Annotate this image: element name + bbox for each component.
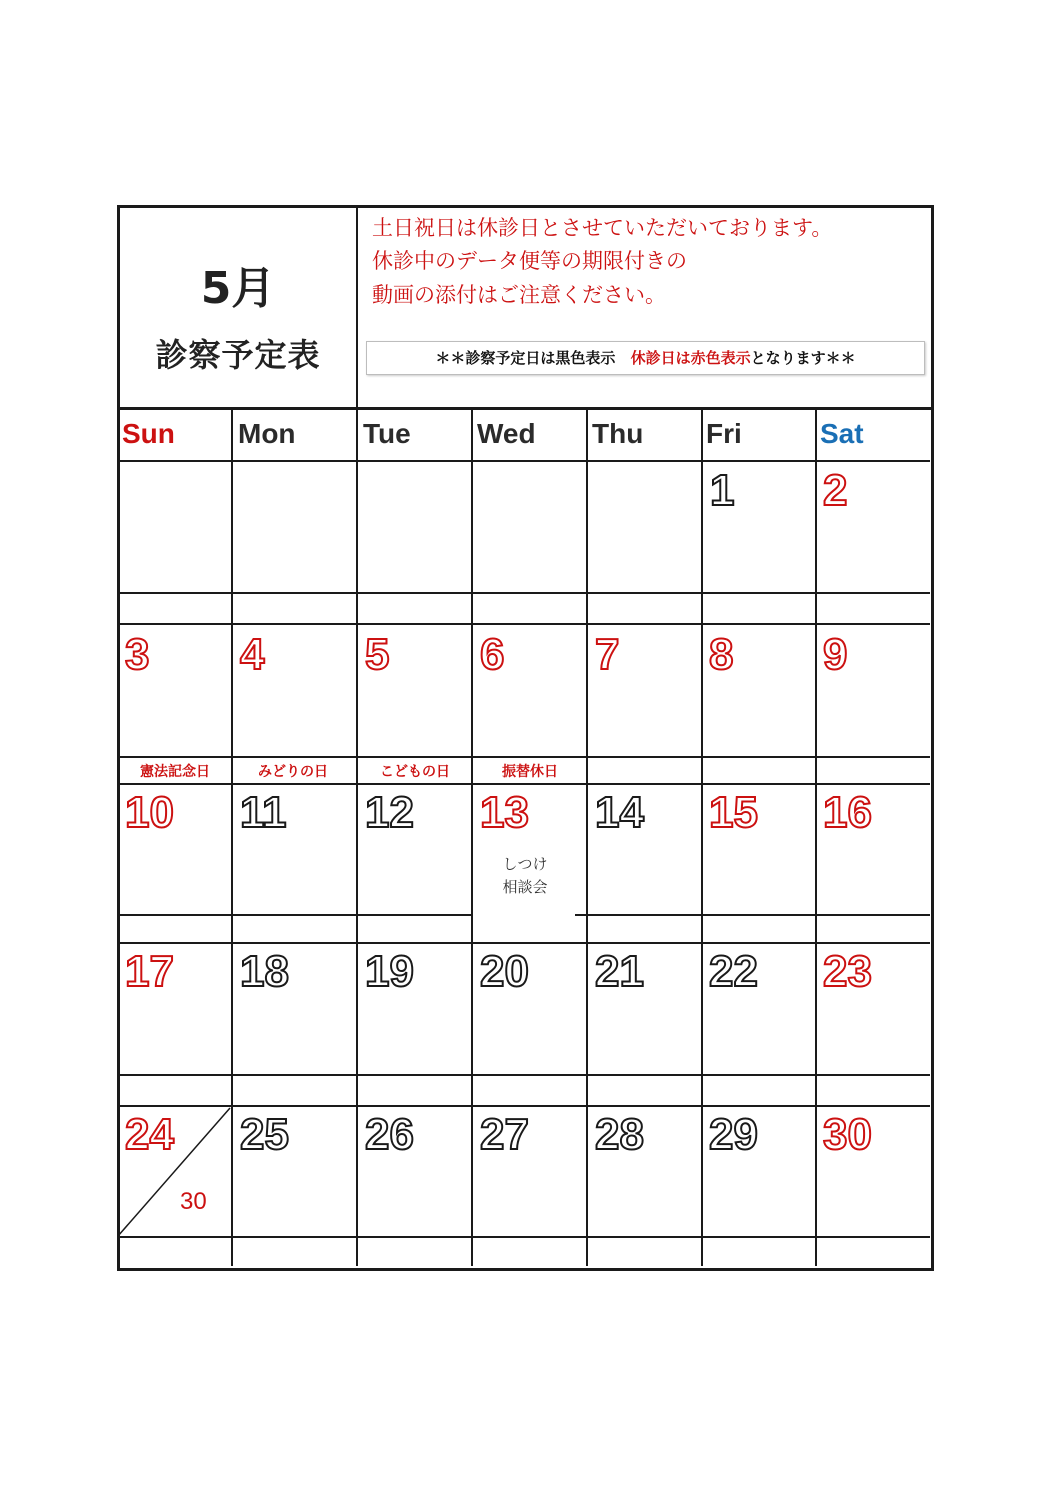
weekday-tue: Tue [363,418,411,449]
month-title: 5月 [200,263,276,314]
grid-line [118,592,930,594]
date-10: 10 [125,788,174,837]
date-25: 25 [240,1110,289,1159]
grid-col-line [471,409,473,1266]
grid-line [118,783,930,785]
holiday-name: 振替休日 [502,764,558,780]
date-24: 24 [125,1110,174,1159]
grid-line [575,914,930,916]
grid-col-line [815,409,817,1266]
grid-line [118,942,930,944]
grid-line [118,623,930,625]
date-18: 18 [240,947,289,996]
date-22: 22 [709,947,758,996]
date-15: 15 [709,788,758,837]
event-note-line-2: 相談会 [502,878,548,896]
date-12: 12 [365,788,414,837]
date-17: 17 [125,947,174,996]
grid-line [118,756,930,758]
grid-col-line [356,409,358,1266]
weekday-thu: Thu [592,418,644,449]
date-26: 26 [365,1110,414,1159]
grid-line [118,460,930,462]
holiday-name: こどもの日 [380,764,450,780]
header-bottom-line [118,407,931,410]
event-note-line-1: しつけ [502,855,548,873]
holiday-name: 憲法記念日 [140,764,210,780]
notice-line-3: 動画の添付はご注意ください。 [372,283,666,307]
notice-line-1: 土日祝日は休診日とさせていただいております。 [372,216,833,240]
date-7: 7 [595,630,620,679]
grid-line [118,1236,930,1238]
date-4: 4 [240,630,265,679]
date-19: 19 [365,947,414,996]
weekday-sat: Sat [820,418,864,449]
split-cell-date: 30 [180,1188,207,1215]
date-6: 6 [480,630,505,679]
weekday-sun: Sun [122,418,175,449]
date-11: 11 [240,788,287,837]
date-28: 28 [595,1110,644,1159]
legend-box [366,341,925,375]
grid-col-line [586,409,588,1266]
split-cell-diagonal [118,1106,232,1238]
date-29: 29 [709,1110,758,1159]
date-23: 23 [823,947,872,996]
weekday-fri: Fri [706,418,742,449]
date-20: 20 [480,947,529,996]
schedule-title: 診察予定表 [155,336,321,374]
date-14: 14 [595,788,644,837]
date-13: 13 [480,788,529,837]
notice-line-2: 休診中のデータ便等の期限付きの [372,249,687,273]
header-divider [356,206,358,409]
date-9: 9 [823,630,848,679]
holiday-name: みどりの日 [258,764,328,780]
grid-line [118,1074,930,1076]
date-5: 5 [365,630,390,679]
legend-text-end: となります＊＊ [750,349,856,367]
date-21: 21 [595,947,644,996]
date-3: 3 [125,630,150,679]
weekday-wed: Wed [477,418,536,449]
grid-line [118,914,473,916]
date-30: 30 [823,1110,872,1159]
grid-col-line [701,409,703,1266]
legend-text-black: ＊＊診察予定日は黒色表示 [435,349,616,367]
date-27: 27 [480,1110,529,1159]
date-16: 16 [823,788,872,837]
legend-text-red: 休診日は赤色表示 [630,349,751,367]
date-8: 8 [709,630,734,679]
date-2: 2 [823,466,848,515]
weekday-mon: Mon [238,418,296,449]
date-1: 1 [710,466,735,515]
grid-line [118,1105,930,1107]
